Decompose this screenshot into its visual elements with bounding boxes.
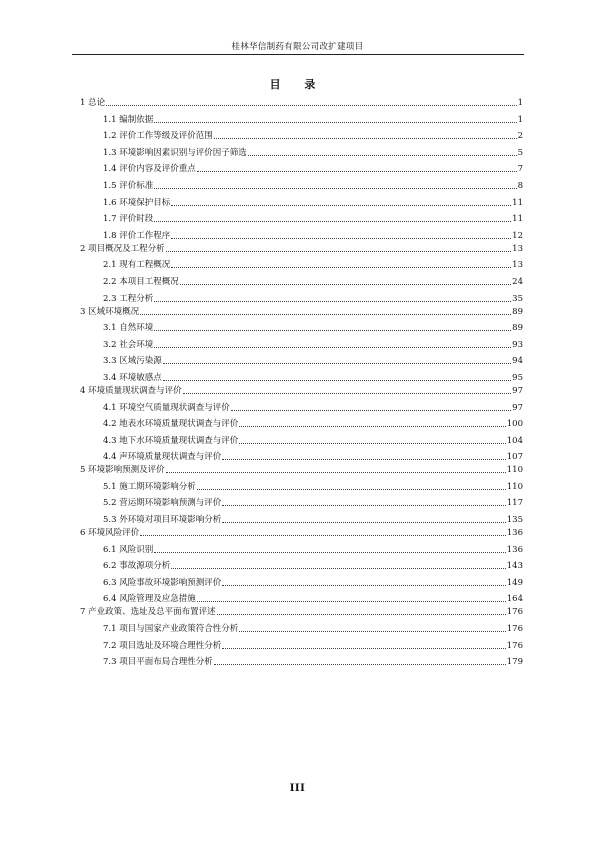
toc-section-entry[interactable] — [80, 270, 523, 287]
toc-entry-label: 1 总论 — [80, 98, 106, 108]
toc-entry-page-number: 136 — [506, 544, 523, 555]
dot-leader — [197, 489, 506, 490]
toc-entry-label: 2.1 现有工程概况 — [103, 260, 171, 271]
toc-entry-page-number: 11 — [512, 214, 523, 225]
toc-entry-page-number: 5 — [517, 147, 523, 158]
table-of-contents — [80, 95, 523, 667]
toc-entry-label: 6.2 事故源项分析 — [103, 561, 171, 572]
toc-entry-page-number: 1 — [517, 98, 523, 108]
toc-entry-page-number: 35 — [512, 293, 523, 304]
dot-leader — [222, 648, 506, 649]
toc-entry-page-number: 8 — [517, 180, 523, 191]
dot-leader — [239, 426, 506, 427]
dot-leader — [106, 105, 516, 106]
toc-entry-page-number: 89 — [512, 306, 523, 317]
toc-entry-label: 2 项目概况及工程分析 — [80, 243, 165, 254]
toc-section-entry[interactable] — [80, 429, 523, 446]
toc-section-entry[interactable] — [80, 555, 523, 572]
dot-leader — [163, 363, 511, 364]
toc-section-entry[interactable] — [80, 651, 523, 668]
dot-leader — [222, 459, 506, 460]
toc-entry-label: 7 产业政策、选址及总平面布置评述 — [80, 607, 216, 618]
toc-entry-page-number: 7 — [517, 164, 523, 175]
toc-entry-page-number: 149 — [506, 577, 523, 588]
toc-entry-label: 2.2 本项目工程概况 — [103, 276, 179, 287]
toc-entry-label: 4.2 地表水环境质量现状调查与评价 — [103, 419, 239, 430]
toc-section-entry[interactable] — [80, 208, 523, 225]
dot-leader — [239, 443, 506, 444]
toc-section-entry[interactable] — [80, 588, 523, 605]
toc-entry-page-number: 104 — [506, 435, 523, 446]
toc-entry-page-number: 97 — [512, 385, 523, 396]
toc-section-entry[interactable] — [80, 158, 523, 175]
toc-entry-label: 2.3 工程分析 — [103, 293, 154, 304]
toc-entry-page-number: 110 — [506, 465, 523, 476]
toc-chapter-entry[interactable] — [80, 304, 523, 317]
toc-section-entry[interactable] — [80, 287, 523, 304]
toc-chapter-entry[interactable] — [80, 525, 523, 538]
toc-section-entry[interactable] — [80, 571, 523, 588]
toc-entry-page-number: 11 — [512, 197, 523, 208]
toc-section-entry[interactable] — [80, 350, 523, 367]
toc-section-entry[interactable] — [80, 634, 523, 651]
toc-entry-page-number: 135 — [506, 515, 523, 526]
dot-leader — [171, 568, 506, 569]
toc-section-entry[interactable] — [80, 538, 523, 555]
toc-entry-label: 6.1 风险识别 — [103, 544, 154, 555]
toc-section-entry[interactable] — [80, 413, 523, 430]
toc-entry-label: 5 环境影响预测及评价 — [80, 465, 165, 476]
dot-leader — [166, 472, 506, 473]
toc-section-entry[interactable] — [80, 125, 523, 142]
dot-leader — [154, 301, 511, 302]
toc-section-entry[interactable] — [80, 317, 523, 334]
dot-leader — [171, 238, 511, 239]
toc-entry-page-number: 89 — [512, 323, 523, 334]
toc-entry-page-number: 2 — [517, 131, 523, 142]
dot-leader — [197, 171, 517, 172]
toc-entry-label: 1.8 评价工作程序 — [103, 230, 171, 241]
toc-section-entry[interactable] — [80, 174, 523, 191]
dot-leader — [140, 314, 511, 315]
toc-entry-label: 1.2 评价工作等级及评价范围 — [103, 131, 213, 142]
toc-entry-label: 6.3 风险事故环境影响预测评价 — [103, 577, 222, 588]
toc-entry-page-number: 97 — [512, 402, 523, 413]
toc-chapter-entry[interactable] — [80, 241, 523, 254]
toc-entry-page-number: 13 — [512, 243, 523, 254]
toc-chapter-entry[interactable] — [80, 383, 523, 396]
toc-entry-label: 3.4 环境敏感点 — [103, 372, 162, 383]
toc-section-entry[interactable] — [80, 492, 523, 509]
toc-entry-page-number: 107 — [506, 452, 523, 463]
dot-leader — [154, 330, 511, 331]
toc-section-entry[interactable] — [80, 617, 523, 634]
toc-entry-page-number: 1 — [517, 114, 523, 125]
dot-leader — [154, 347, 511, 348]
toc-entry-label: 5.3 外环境对项目环境影响分析 — [103, 515, 222, 526]
toc-section-entry[interactable] — [80, 141, 523, 158]
toc-section-entry[interactable] — [80, 254, 523, 271]
dot-leader — [248, 155, 517, 156]
toc-section-entry[interactable] — [80, 224, 523, 241]
toc-entry-label: 4.4 声环境质量现状调查与评价 — [103, 452, 222, 463]
toc-entry-label: 1.7 评价时段 — [103, 214, 154, 225]
toc-entry-label: 3.1 自然环境 — [103, 323, 154, 334]
toc-entry-label: 6 环境风险评价 — [80, 528, 140, 539]
toc-chapter-entry[interactable] — [80, 604, 523, 617]
dot-leader — [154, 188, 516, 189]
toc-entry-page-number: 13 — [512, 260, 523, 271]
dot-leader — [217, 614, 506, 615]
page-title: 目 录 — [269, 78, 326, 91]
dot-leader — [231, 410, 511, 411]
toc-entry-page-number: 24 — [512, 276, 523, 287]
dot-leader — [180, 284, 511, 285]
toc-section-entry[interactable] — [80, 508, 523, 525]
toc-entry-label: 4.3 地下水环境质量现状调查与评价 — [103, 435, 239, 446]
toc-entry-label: 7.2 项目选址及环境合理性分析 — [103, 640, 222, 651]
toc-section-entry[interactable] — [80, 446, 523, 463]
dot-leader — [140, 535, 506, 536]
dot-leader — [166, 251, 512, 252]
dot-leader — [171, 267, 511, 268]
toc-entry-label: 3.3 区域污染源 — [103, 356, 162, 367]
toc-entry-label: 1.5 评价标准 — [103, 180, 154, 191]
toc-entry-page-number: 93 — [512, 339, 523, 350]
toc-entry-label: 5.1 施工期环境影响分析 — [103, 481, 196, 492]
toc-entry-page-number: 143 — [506, 561, 523, 572]
dot-leader — [222, 522, 506, 523]
toc-entry-page-number: 136 — [506, 528, 523, 539]
toc-entry-label: 3.2 社会环境 — [103, 339, 154, 350]
toc-section-entry[interactable] — [80, 333, 523, 350]
toc-entry-label: 5.2 营运期环境影响预测与评价 — [103, 498, 222, 509]
toc-chapter-entry[interactable] — [80, 462, 523, 475]
toc-entry-label: 1.6 环境保护目标 — [103, 197, 171, 208]
dot-leader — [163, 380, 511, 381]
dot-leader — [183, 393, 512, 394]
header-rule — [72, 54, 524, 55]
toc-entry-page-number: 110 — [506, 481, 523, 492]
dot-leader — [214, 664, 506, 665]
toc-section-entry[interactable] — [80, 396, 523, 413]
toc-entry-page-number: 100 — [506, 419, 523, 430]
dot-leader — [171, 205, 511, 206]
toc-section-entry[interactable] — [80, 108, 523, 125]
dot-leader — [222, 585, 506, 586]
toc-entry-page-number: 179 — [506, 657, 523, 668]
dot-leader — [239, 631, 506, 632]
toc-entry-label: 6.4 风险管理及应急措施 — [103, 594, 196, 605]
toc-entry-page-number: 12 — [512, 230, 523, 241]
toc-entry-page-number: 94 — [512, 356, 523, 367]
toc-entry-label: 4 环境质量现状调查与评价 — [80, 385, 182, 396]
dot-leader — [222, 505, 506, 506]
toc-entry-page-number: 95 — [512, 372, 523, 383]
toc-entry-page-number: 164 — [506, 594, 523, 605]
dot-leader — [214, 138, 517, 139]
toc-entry-label: 4.1 环境空气质量现状调查与评价 — [103, 402, 230, 413]
toc-section-entry[interactable] — [80, 366, 523, 383]
toc-section-entry[interactable] — [80, 191, 523, 208]
toc-section-entry[interactable] — [80, 475, 523, 492]
dot-leader — [154, 552, 506, 553]
toc-entry-label: 1.3 环境影响因素识别与评价因子筛选 — [103, 147, 247, 158]
toc-chapter-entry[interactable] — [80, 95, 523, 108]
toc-entry-page-number: 176 — [506, 607, 523, 618]
page-number: III — [289, 783, 306, 794]
dot-leader — [197, 601, 506, 602]
toc-entry-label: 1.4 评价内容及评价重点 — [103, 164, 196, 175]
dot-leader — [154, 122, 516, 123]
toc-entry-page-number: 117 — [506, 498, 523, 509]
dot-leader — [154, 221, 511, 222]
toc-entry-label: 1.1 编制依据 — [103, 114, 154, 125]
toc-entry-page-number: 176 — [506, 624, 523, 635]
toc-entry-label: 3 区域环境概况 — [80, 306, 140, 317]
toc-entry-page-number: 176 — [506, 640, 523, 651]
toc-entry-label: 7.1 项目与国家产业政策符合性分析 — [103, 624, 239, 635]
toc-entry-label: 7.3 项目平面布局合理性分析 — [103, 657, 213, 668]
running-header: 桂林华信制药有限公司改扩建项目 — [231, 42, 364, 52]
